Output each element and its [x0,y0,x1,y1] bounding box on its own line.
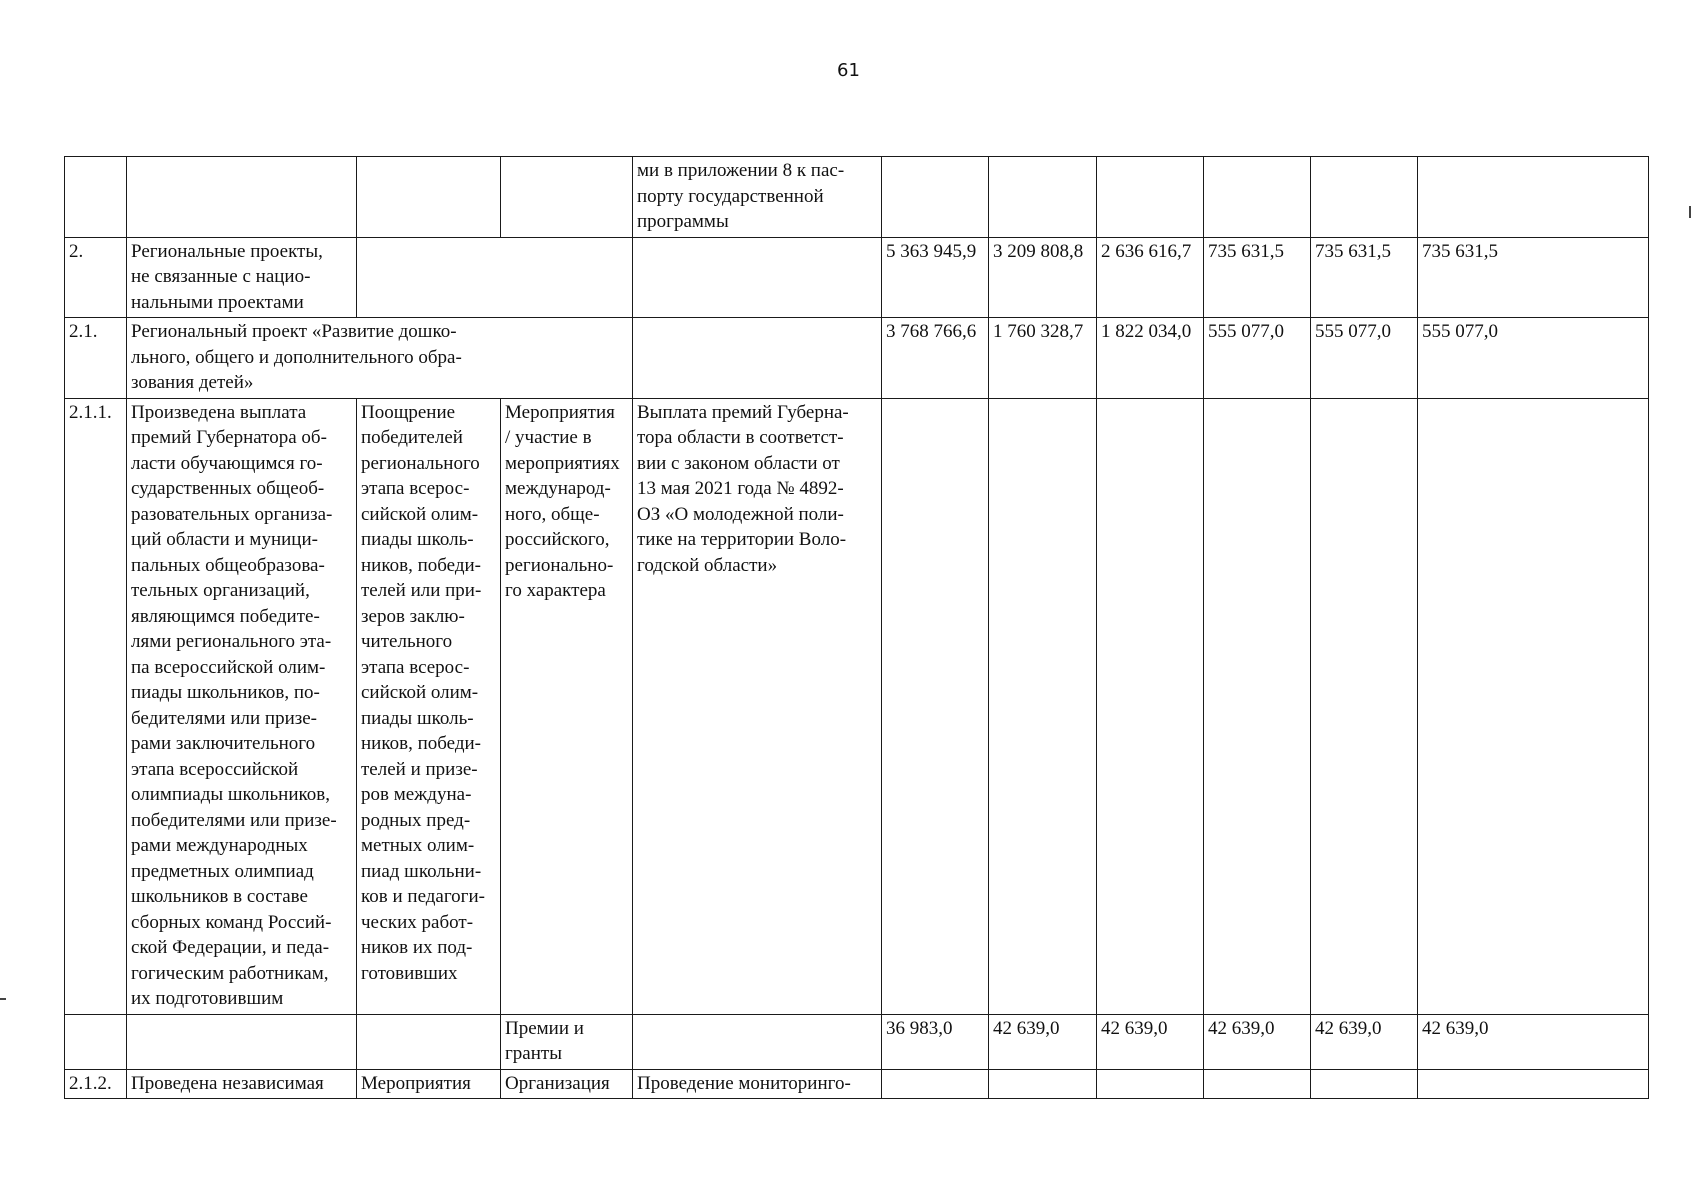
cell-line: годской области» [637,554,778,576]
description-cell [633,398,882,1014]
row-number-cell: 2.1. [65,318,127,399]
cell-line: льного, общего и дополнительного обра- [131,346,462,368]
value-cell-4: 555 077,0 [1204,318,1311,399]
cell-line: ОЗ «О молодежной поли- [637,503,844,525]
cell-line: сийской олим- [361,682,479,703]
table-row [65,318,1649,399]
cell-line: Региональные проекты, [131,240,323,262]
value-cell-1 [882,398,989,1014]
value-cell-5 [1311,157,1418,238]
cell-line: не связанные с нацио- [131,266,311,287]
cell-line: ласти обучающимся го- [131,452,323,474]
result-cell [127,157,357,238]
value-cell-5: 735 631,5 [1311,237,1418,318]
cell-line: па всероссийской олим- [131,656,326,678]
value-cell-4 [1204,157,1311,238]
cell-line: ников их под- [361,937,473,958]
row-number-cell: 2. [65,237,127,318]
cell-line: сборных команд Россий- [131,911,332,933]
cell-line: гранты [505,1043,562,1064]
cell-line: этапа всерос- [361,478,470,499]
characteristic-cell [357,1069,501,1099]
value-cell-2: 1 760 328,7 [989,318,1097,399]
cell-line: Проведение мониторинго- [637,1072,851,1094]
value-cell-1: 3 768 766,6 [882,318,989,399]
characteristic-cell [357,398,501,1014]
cell-line: вии с законом области от [637,452,840,474]
cell-line: готовивших [361,962,458,984]
cell-line: ров междуна- [361,784,472,805]
value-cell-3: 42 639,0 [1097,1014,1204,1069]
cell-line: Премии и [505,1017,584,1039]
type-cell [501,1069,633,1099]
value-cell-6: 42 639,0 [1418,1014,1649,1069]
value-cell-3: 1 822 034,0 [1097,318,1204,399]
cell-line: ской Федерации, и педа- [131,937,330,958]
cell-line: зования детей» [131,372,254,393]
cell-line: нальными проектами [131,291,304,313]
value-cell-6: 735 631,5 [1418,237,1649,318]
description-cell [633,157,882,238]
table-row [65,157,1649,238]
result-cell [127,398,357,1014]
cell-line: пальных общеобразова- [131,554,325,576]
cell-line: тельных организаций, [131,580,310,601]
cell-line: чительного [361,631,453,652]
cell-line: ций области и муници- [131,529,318,550]
cell-line: разовательных организа- [131,503,333,525]
cell-line: Поощрение [361,401,456,423]
value-cell-6: 555 077,0 [1418,318,1649,399]
value-cell-5 [1311,398,1418,1014]
value-cell-4 [1204,1069,1311,1099]
table-row [65,1069,1649,1099]
type-cell [501,398,633,1014]
value-cell-2: 42 639,0 [989,1014,1097,1069]
cell-line: Мероприятия [505,401,615,423]
value-cell-1 [882,1069,989,1099]
value-cell-3 [1097,1069,1204,1099]
cell-line: ми в приложении 8 к пас- [637,160,845,181]
cell-line: победителей [361,427,463,448]
cell-line: телей и призе- [361,758,478,780]
table-row [65,237,1649,318]
value-cell-4 [1204,398,1311,1014]
cell-line: зеров заклю- [361,605,465,627]
value-cell-1: 36 983,0 [882,1014,989,1069]
value-cell-5 [1311,1069,1418,1099]
description-cell [633,1069,882,1099]
value-cell-5: 42 639,0 [1311,1014,1418,1069]
cell-line: Организация [505,1072,610,1094]
result-cell [127,237,357,318]
value-cell-6 [1418,1069,1649,1099]
value-cell-3 [1097,398,1204,1014]
cell-line: лями регионального эта- [131,631,332,652]
cell-line: являющимся победите- [131,605,320,627]
cell-line: победителями или призе- [131,809,337,831]
program-table [64,156,1649,1099]
value-cell-3 [1097,157,1204,238]
description-cell [633,318,882,399]
value-cell-2 [989,398,1097,1014]
cell-line: тора области в соответст- [637,427,844,448]
cell-line: рами международных [131,835,308,856]
cell-line: родных пред- [361,809,471,831]
description-cell [633,1014,882,1069]
value-cell-2: 3 209 808,8 [989,237,1097,318]
cell-line: Проведена независимая [131,1072,324,1094]
cell-line: этапа всерос- [361,656,470,678]
cell-line: российского, [505,529,610,550]
value-cell-6 [1418,398,1649,1014]
cell-line: ческих работ- [361,911,474,933]
result-cell [127,318,633,399]
scan-edge-mark [0,998,6,1000]
page-number: 61 [837,60,860,81]
cell-line: пиад школьни- [361,860,482,882]
scan-edge-mark [1689,206,1691,218]
cell-line: бедителями или призе- [131,707,318,729]
cell-line: олимпиады школьников, [131,784,330,805]
result-cell [127,1014,357,1069]
cell-line: Выплата премий Губерна- [637,401,849,423]
cell-line: сударственных общеоб- [131,478,325,499]
cell-line: ников, победи- [361,554,482,576]
cell-line: сийской олим- [361,503,479,525]
cell-line: ного, обще- [505,503,600,525]
cell-line: метных олим- [361,835,475,856]
cell-line: телей или при- [361,580,482,601]
cell-line: Произведена выплата [131,401,307,423]
row-number-cell: 2.1.2. [65,1069,127,1099]
cell-line: международ- [505,478,611,499]
cell-line: ков и педагоги- [361,886,485,907]
row-number-cell [65,1014,127,1069]
cell-line: регионального [361,452,480,474]
cell-line: мероприятиях [505,452,620,474]
table-row [65,398,1649,1014]
value-cell-3: 2 636 616,7 [1097,237,1204,318]
type-cell [501,1014,633,1069]
value-cell-4: 735 631,5 [1204,237,1311,318]
cell-line: предметных олимпиад [131,860,314,882]
value-cell-2 [989,1069,1097,1099]
cell-line: Мероприятия [361,1072,471,1094]
cell-line: рами заключительного [131,733,316,754]
cell-line: премий Губернатора об- [131,427,327,448]
cell-line: порту государственной [637,185,824,207]
value-cell-5: 555 077,0 [1311,318,1418,399]
value-cell-6 [1418,157,1649,238]
value-cell-4: 42 639,0 [1204,1014,1311,1069]
row-number-cell [65,157,127,238]
cell-line: / участие в [505,427,592,448]
cell-line: программы [637,211,729,232]
cell-line: гогическим работникам, [131,962,329,984]
value-cell-1: 5 363 945,9 [882,237,989,318]
characteristic-cell [357,157,501,238]
cell-line: пиады школь- [361,529,474,550]
description-cell [633,237,882,318]
cell-line: го характера [505,580,606,601]
characteristic-cell [357,237,633,318]
cell-line: ников, победи- [361,733,482,754]
cell-line: регионально- [505,554,614,576]
cell-line: пиады школь- [361,707,474,729]
cell-line: этапа всероссийской [131,758,299,780]
cell-line: школьников в составе [131,886,308,907]
value-cell-1 [882,157,989,238]
result-cell [127,1069,357,1099]
cell-line: их подготовившим [131,988,284,1009]
cell-line: тике на территории Воло- [637,529,847,550]
cell-line: пиады школьников, по- [131,682,320,703]
characteristic-cell [357,1014,501,1069]
row-number-cell: 2.1.1. [65,398,127,1014]
cell-line: Региональный проект «Развитие дошко- [131,321,457,342]
type-cell [501,157,633,238]
value-cell-2 [989,157,1097,238]
table-row [65,1014,1649,1069]
cell-line: 13 мая 2021 года № 4892- [637,478,844,499]
